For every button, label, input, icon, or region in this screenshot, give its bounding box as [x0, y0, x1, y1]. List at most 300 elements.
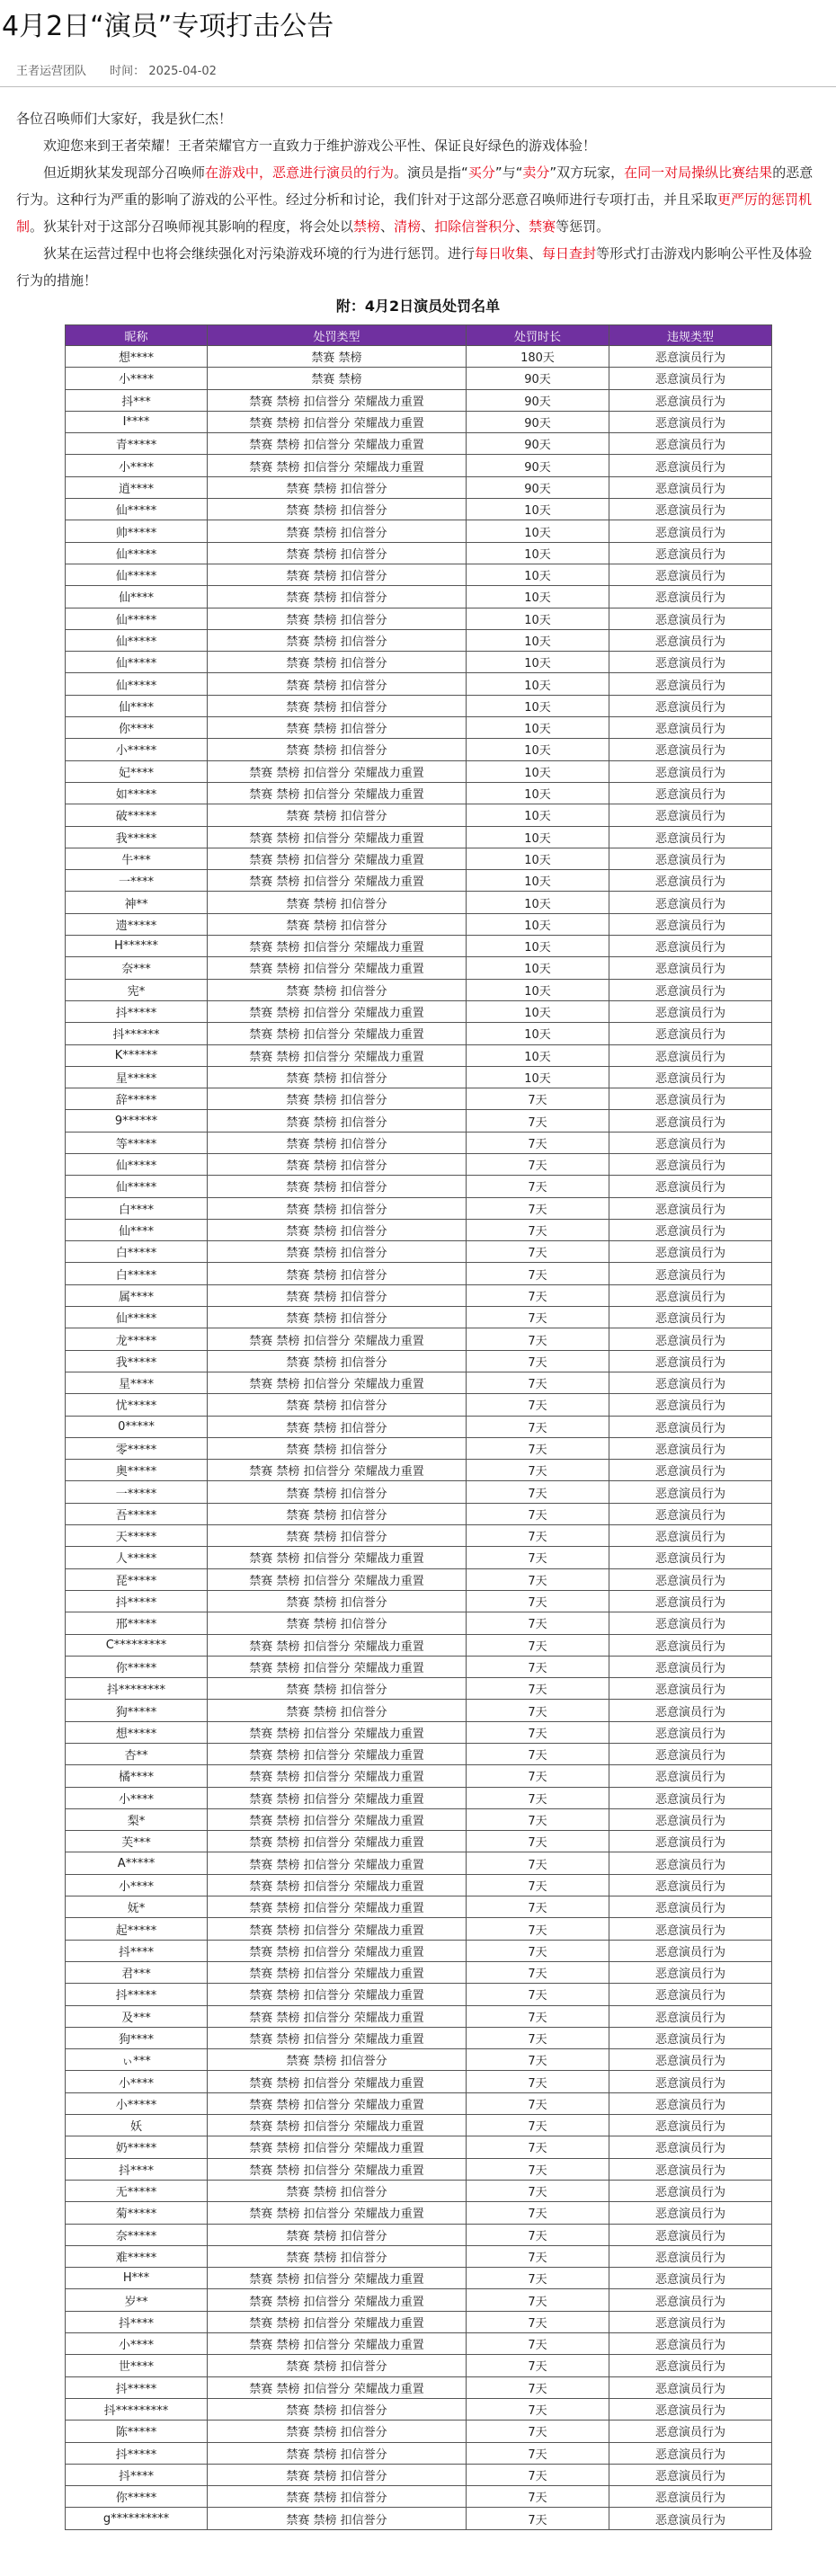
cell-duration: 10天: [467, 936, 609, 957]
cell-penalty-type: 禁赛 禁榜 扣信誉分 荣耀战力重置: [208, 1372, 467, 1393]
cell-violation: 恶意演员行为: [609, 2486, 772, 2508]
cell-nickname: 仙*****: [66, 1176, 208, 1197]
cell-violation: 恶意演员行为: [609, 2005, 772, 2027]
cell-violation: 恶意演员行为: [609, 1481, 772, 1503]
table-row: [66, 1176, 772, 1197]
cell-nickname: 帅*****: [66, 520, 208, 542]
cell-duration: 7天: [467, 1984, 609, 2005]
highlight-text: 扣除信誉积分: [434, 218, 516, 235]
table-row: [66, 892, 772, 913]
cell-penalty-type: 禁赛 禁榜 扣信誉分: [208, 1197, 467, 1219]
cell-violation: 恶意演员行为: [609, 2071, 772, 2092]
cell-penalty-type: 禁赛 禁榜 扣信誉分 荣耀战力重置: [208, 957, 467, 979]
cell-duration: 7天: [467, 1263, 609, 1284]
cell-duration: 10天: [467, 1066, 609, 1088]
cell-violation: 恶意演员行为: [609, 826, 772, 848]
cell-duration: 10天: [467, 1023, 609, 1044]
cell-violation: 恶意演员行为: [609, 1132, 772, 1153]
cell-penalty-type: 禁赛 禁榜 扣信誉分: [208, 1284, 467, 1306]
cell-violation: 恶意演员行为: [609, 870, 772, 892]
table-row: [66, 739, 772, 760]
text-segment: 等惩罚。: [556, 218, 610, 235]
text-segment: ”与“: [494, 164, 523, 181]
cell-nickname: A*****: [66, 1852, 208, 1874]
text-segment: ”双方玩家，: [549, 164, 625, 181]
cell-duration: 10天: [467, 1000, 609, 1022]
table-row: [66, 2202, 772, 2224]
cell-penalty-type: 禁赛 禁榜 扣信誉分 荣耀战力重置: [208, 2311, 467, 2332]
cell-duration: 10天: [467, 760, 609, 782]
table-row: [66, 2245, 772, 2267]
cell-nickname: 零*****: [66, 1437, 208, 1459]
cell-penalty-type: 禁赛 禁榜 扣信誉分: [208, 1241, 467, 1263]
cell-violation: 恶意演员行为: [609, 848, 772, 869]
cell-penalty-type: 禁赛 禁榜 扣信誉分: [208, 1503, 467, 1524]
cell-penalty-type: 禁赛 禁榜 扣信誉分: [208, 1132, 467, 1153]
cell-violation: 恶意演员行为: [609, 1394, 772, 1416]
cell-nickname: 仙*****: [66, 542, 208, 564]
cell-violation: 恶意演员行为: [609, 1918, 772, 1940]
table-row: [66, 1590, 772, 1612]
table-row: [66, 826, 772, 848]
cell-penalty-type: 禁赛 禁榜 扣信誉分: [208, 673, 467, 695]
table-row: [66, 2486, 772, 2508]
cell-nickname: 神**: [66, 892, 208, 913]
cell-duration: 7天: [467, 1787, 609, 1808]
table-row: [66, 476, 772, 498]
text-segment: 等形式打击游戏内影响公平性及体验行为的措施！: [16, 245, 813, 289]
cell-penalty-type: 禁赛 禁榜 扣信誉分: [208, 629, 467, 651]
cell-duration: 180天: [467, 346, 609, 368]
cell-penalty-type: 禁赛 禁榜 扣信誉分: [208, 499, 467, 520]
table-row: [66, 957, 772, 979]
table-row: [66, 2115, 772, 2136]
cell-penalty-type: 禁赛 禁榜 扣信誉分: [208, 1525, 467, 1547]
table-row: [66, 1307, 772, 1328]
cell-violation: 恶意演员行为: [609, 1219, 772, 1240]
table-row: [66, 608, 772, 629]
cell-penalty-type: 禁赛 禁榜 扣信誉分 荣耀战力重置: [208, 2005, 467, 2027]
cell-violation: 恶意演员行为: [609, 957, 772, 979]
table-row: [66, 1110, 772, 1132]
cell-penalty-type: 禁赛 禁榜 扣信誉分: [208, 695, 467, 716]
cell-penalty-type: 禁赛 禁榜 扣信誉分: [208, 1700, 467, 1721]
cell-duration: 7天: [467, 2333, 609, 2355]
cell-penalty-type: 禁赛 禁榜 扣信誉分 荣耀战力重置: [208, 936, 467, 957]
table-row: [66, 1460, 772, 1481]
cell-violation: 恶意演员行为: [609, 1372, 772, 1393]
table-row: [66, 1896, 772, 1918]
cell-violation: 恶意演员行为: [609, 1831, 772, 1852]
cell-violation: 恶意演员行为: [609, 1808, 772, 1830]
cell-violation: 恶意演员行为: [609, 1110, 772, 1132]
cell-nickname: H***: [66, 2268, 208, 2289]
cell-duration: 7天: [467, 1547, 609, 1568]
cell-duration: 7天: [467, 2005, 609, 2027]
cell-duration: 7天: [467, 2136, 609, 2158]
cell-violation: 恶意演员行为: [609, 673, 772, 695]
cell-penalty-type: 禁赛 禁榜 扣信誉分: [208, 892, 467, 913]
cell-duration: 7天: [467, 1176, 609, 1197]
cell-violation: 恶意演员行为: [609, 411, 772, 432]
cell-duration: 7天: [467, 1634, 609, 1656]
cell-duration: 7天: [467, 2355, 609, 2376]
cell-nickname: 小****: [66, 2333, 208, 2355]
cell-violation: 恶意演员行为: [609, 892, 772, 913]
table-header-row: [66, 325, 772, 346]
cell-nickname: 仙****: [66, 1219, 208, 1240]
cell-nickname: 抖****: [66, 1940, 208, 1961]
cell-violation: 恶意演员行为: [609, 1744, 772, 1765]
cell-penalty-type: 禁赛 禁榜 扣信誉分 荣耀战力重置: [208, 2202, 467, 2224]
table-row: [66, 1831, 772, 1852]
table-row: [66, 1961, 772, 1983]
cell-duration: 90天: [467, 411, 609, 432]
cell-nickname: 琵*****: [66, 1568, 208, 1590]
table-row: [66, 1350, 772, 1372]
cell-nickname: 青*****: [66, 433, 208, 455]
cell-penalty-type: 禁赛 禁榜 扣信誉分 荣耀战力重置: [208, 1831, 467, 1852]
highlight-text: 禁赛: [529, 218, 556, 235]
cell-penalty-type: 禁赛 禁榜 扣信誉分 荣耀战力重置: [208, 1940, 467, 1961]
cell-penalty-type: 禁赛 禁榜 扣信誉分 荣耀战力重置: [208, 411, 467, 432]
text-segment: 的恶意行为。这种行为严重的影响了游戏的公平性。经过分析和讨论，我们针对于这部分恶意召唤师进行专项打击，并且采取: [16, 164, 814, 208]
cell-nickname: 人*****: [66, 1547, 208, 1568]
cell-duration: 10天: [467, 608, 609, 629]
cell-penalty-type: 禁赛 禁榜 扣信誉分: [208, 804, 467, 826]
cell-duration: 10天: [467, 892, 609, 913]
cell-nickname: 奈***: [66, 957, 208, 979]
cell-nickname: 仙*****: [66, 608, 208, 629]
cell-penalty-type: 禁赛 禁榜 扣信誉分: [208, 717, 467, 739]
cell-violation: 恶意演员行为: [609, 2289, 772, 2311]
table-row: [66, 1263, 772, 1284]
table-row: [66, 1481, 772, 1503]
table-row: [66, 695, 772, 716]
cell-duration: 7天: [467, 2027, 609, 2048]
cell-penalty-type: 禁赛 禁榜 扣信誉分 荣耀战力重置: [208, 848, 467, 869]
table-row: [66, 870, 772, 892]
cell-nickname: 仙*****: [66, 629, 208, 651]
cell-penalty-type: 禁赛 禁榜 扣信誉分: [208, 476, 467, 498]
cell-duration: 7天: [467, 1241, 609, 1263]
cell-duration: 7天: [467, 2202, 609, 2224]
cell-violation: 恶意演员行为: [609, 2180, 772, 2201]
table-row: [66, 1066, 772, 1088]
cell-penalty-type: 禁赛 禁榜 扣信誉分 荣耀战力重置: [208, 1044, 467, 1066]
cell-violation: 恶意演员行为: [609, 652, 772, 673]
cell-duration: 7天: [467, 1350, 609, 1372]
table-row: [66, 629, 772, 651]
table-row: [66, 652, 772, 673]
cell-violation: 恶意演员行为: [609, 2376, 772, 2398]
cell-penalty-type: 禁赛 禁榜 扣信誉分: [208, 1437, 467, 1459]
highlight-text: 每日查封: [542, 245, 597, 262]
cell-violation: 恶意演员行为: [609, 979, 772, 1000]
table-row: [66, 2464, 772, 2485]
table-row: [66, 1918, 772, 1940]
cell-nickname: 邢*****: [66, 1612, 208, 1634]
table-row: [66, 1787, 772, 1808]
measures-paragraph: [16, 240, 821, 294]
cell-penalty-type: 禁赛 禁榜 扣信誉分 荣耀战力重置: [208, 782, 467, 804]
cell-violation: 恶意演员行为: [609, 499, 772, 520]
cell-duration: 7天: [467, 1219, 609, 1240]
cell-nickname: 仙*****: [66, 652, 208, 673]
cell-duration: 7天: [467, 1896, 609, 1918]
cell-nickname: 梨*: [66, 1808, 208, 1830]
text-segment: 。狄某针对于这部分召唤师视其影响的程度，将会处以: [30, 218, 354, 235]
cell-duration: 90天: [467, 389, 609, 411]
table-row: [66, 1874, 772, 1896]
cell-violation: 恶意演员行为: [609, 2333, 772, 2355]
cell-penalty-type: 禁赛 禁榜 扣信誉分: [208, 2224, 467, 2245]
cell-penalty-type: 禁赛 禁榜 扣信誉分: [208, 2398, 467, 2420]
cell-duration: 7天: [467, 1721, 609, 1743]
cell-nickname: 白*****: [66, 1241, 208, 1263]
cell-penalty-type: 禁赛 禁榜 扣信誉分: [208, 608, 467, 629]
cell-violation: 恶意演员行为: [609, 717, 772, 739]
cell-violation: 恶意演员行为: [609, 1153, 772, 1175]
cell-violation: 恶意演员行为: [609, 1284, 772, 1306]
cell-nickname: 君***: [66, 1961, 208, 1983]
cell-penalty-type: 禁赛 禁榜 扣信誉分 荣耀战力重置: [208, 826, 467, 848]
cell-duration: 7天: [467, 1372, 609, 1393]
cell-penalty-type: 禁赛 禁榜 扣信誉分 荣耀战力重置: [208, 389, 467, 411]
cell-violation: 恶意演员行为: [609, 1350, 772, 1372]
table-row: [66, 2092, 772, 2114]
cell-violation: 恶意演员行为: [609, 2311, 772, 2332]
cell-duration: 7天: [467, 1961, 609, 1983]
cell-nickname: I****: [66, 411, 208, 432]
cell-penalty-type: 禁赛 禁榜 扣信誉分: [208, 2245, 467, 2267]
cell-violation: 恶意演员行为: [609, 1328, 772, 1350]
cell-duration: 10天: [467, 717, 609, 739]
cell-nickname: 陈*****: [66, 2421, 208, 2442]
cell-duration: 7天: [467, 2289, 609, 2311]
cell-duration: 7天: [467, 2508, 609, 2529]
cell-penalty-type: 禁赛 禁榜 扣信誉分: [208, 1394, 467, 1416]
cell-nickname: 奈*****: [66, 2224, 208, 2245]
cell-violation: 恶意演员行为: [609, 804, 772, 826]
cell-nickname: 奥*****: [66, 1460, 208, 1481]
cell-nickname: 遗*****: [66, 913, 208, 935]
cell-nickname: 小****: [66, 455, 208, 476]
cell-violation: 恶意演员行为: [609, 1656, 772, 1677]
cell-violation: 恶意演员行为: [609, 2027, 772, 2048]
cell-nickname: 妖: [66, 2115, 208, 2136]
cell-nickname: 抖*****: [66, 1000, 208, 1022]
cell-violation: 恶意演员行为: [609, 1896, 772, 1918]
cell-violation: 恶意演员行为: [609, 1416, 772, 1437]
column-header-penalty-type: 处罚类型: [208, 325, 467, 346]
cell-nickname: 抖******: [66, 1023, 208, 1044]
cell-nickname: 妃****: [66, 760, 208, 782]
cell-nickname: 想****: [66, 346, 208, 368]
cell-duration: 7天: [467, 1940, 609, 1961]
cell-duration: 7天: [467, 2115, 609, 2136]
cell-nickname: 逍****: [66, 476, 208, 498]
cell-violation: 恶意演员行为: [609, 1547, 772, 1568]
cell-duration: 7天: [467, 1153, 609, 1175]
table-row: [66, 1372, 772, 1393]
cell-nickname: 仙****: [66, 586, 208, 608]
cell-nickname: 辞*****: [66, 1088, 208, 1110]
table-row: [66, 2421, 772, 2442]
table-row: [66, 848, 772, 869]
highlight-text: 在游戏中，恶意进行演员的行为: [205, 164, 395, 181]
cell-duration: 7天: [467, 2224, 609, 2245]
cell-penalty-type: 禁赛 禁榜 扣信誉分: [208, 2355, 467, 2376]
cell-duration: 7天: [467, 1481, 609, 1503]
cell-nickname: 杏**: [66, 1744, 208, 1765]
cell-penalty-type: 禁赛 禁榜 扣信誉分 荣耀战力重置: [208, 1744, 467, 1765]
cell-nickname: 菊*****: [66, 2202, 208, 2224]
cell-nickname: 芙***: [66, 1831, 208, 1852]
table-row: [66, 913, 772, 935]
cell-penalty-type: 禁赛 禁榜 扣信誉分: [208, 2049, 467, 2071]
cell-duration: 7天: [467, 1394, 609, 1416]
cell-penalty-type: 禁赛 禁榜 扣信誉分: [208, 739, 467, 760]
cell-duration: 7天: [467, 2421, 609, 2442]
cell-duration: 90天: [467, 433, 609, 455]
cell-nickname: 抖********: [66, 1678, 208, 1700]
cell-duration: 7天: [467, 1808, 609, 1830]
cell-nickname: 星****: [66, 1372, 208, 1393]
cell-violation: 恶意演员行为: [609, 760, 772, 782]
cell-penalty-type: 禁赛 禁榜 扣信誉分 荣耀战力重置: [208, 1460, 467, 1481]
cell-duration: 7天: [467, 1197, 609, 1219]
cell-penalty-type: 禁赛 禁榜 扣信誉分 荣耀战力重置: [208, 1328, 467, 1350]
cell-violation: 恶意演员行为: [609, 2464, 772, 2485]
cell-nickname: 抖****: [66, 2158, 208, 2180]
table-row: [66, 2180, 772, 2201]
cell-penalty-type: 禁赛 禁榜 扣信誉分: [208, 1263, 467, 1284]
cell-duration: 10天: [467, 782, 609, 804]
table-row: [66, 1612, 772, 1634]
cell-penalty-type: 禁赛 禁榜 扣信誉分: [208, 2180, 467, 2201]
cell-nickname: 你*****: [66, 1656, 208, 1677]
text-segment: 、: [421, 218, 435, 235]
cell-penalty-type: 禁赛 禁榜 扣信誉分 荣耀战力重置: [208, 1023, 467, 1044]
cell-violation: 恶意演员行为: [609, 1634, 772, 1656]
table-row: [66, 1634, 772, 1656]
cell-nickname: 属****: [66, 1284, 208, 1306]
announcement-paragraph: [16, 159, 821, 240]
table-row: [66, 520, 772, 542]
table-row: [66, 979, 772, 1000]
cell-penalty-type: 禁赛 禁榜 扣信誉分 荣耀战力重置: [208, 760, 467, 782]
table-row: [66, 1416, 772, 1437]
cell-nickname: 吾*****: [66, 1503, 208, 1524]
cell-nickname: 白****: [66, 1197, 208, 1219]
cell-duration: 7天: [467, 2398, 609, 2420]
cell-duration: 10天: [467, 586, 609, 608]
cell-penalty-type: 禁赛 禁榜 扣信誉分 荣耀战力重置: [208, 2333, 467, 2355]
highlight-text: 更严厉的惩罚机制: [16, 191, 813, 235]
cell-duration: 7天: [467, 1612, 609, 1634]
cell-nickname: 起*****: [66, 1918, 208, 1940]
greeting-paragraph: 各位召唤师们大家好，我是狄仁杰！: [16, 111, 233, 127]
cell-duration: 7天: [467, 1656, 609, 1677]
cell-duration: 7天: [467, 1088, 609, 1110]
cell-penalty-type: 禁赛 禁榜 扣信誉分: [208, 1590, 467, 1612]
cell-nickname: 仙*****: [66, 499, 208, 520]
cell-violation: 恶意演员行为: [609, 2115, 772, 2136]
highlight-text: 禁榜: [353, 218, 381, 235]
cell-duration: 10天: [467, 673, 609, 695]
cell-nickname: 及***: [66, 2005, 208, 2027]
text-segment: 。演员是指“: [394, 164, 468, 181]
cell-duration: 7天: [467, 1831, 609, 1852]
cell-nickname: 破*****: [66, 804, 208, 826]
cell-violation: 恶意演员行为: [609, 913, 772, 935]
cell-violation: 恶意演员行为: [609, 608, 772, 629]
cell-violation: 恶意演员行为: [609, 1852, 772, 1874]
cell-duration: 7天: [467, 1328, 609, 1350]
cell-penalty-type: 禁赛 禁榜 扣信誉分: [208, 1153, 467, 1175]
cell-nickname: 0*****: [66, 1416, 208, 1437]
cell-penalty-type: 禁赛 禁榜 扣信誉分: [208, 2486, 467, 2508]
cell-nickname: 9******: [66, 1110, 208, 1132]
cell-nickname: 龙*****: [66, 1328, 208, 1350]
cell-nickname: C*********: [66, 1634, 208, 1656]
cell-penalty-type: 禁赛 禁榜 扣信誉分 荣耀战力重置: [208, 1852, 467, 1874]
cell-duration: 7天: [467, 1110, 609, 1132]
table-row: [66, 2289, 772, 2311]
cell-violation: 恶意演员行为: [609, 782, 772, 804]
cell-nickname: 仙*****: [66, 564, 208, 585]
cell-penalty-type: 禁赛 禁榜 扣信誉分 荣耀战力重置: [208, 1000, 467, 1022]
cell-duration: 10天: [467, 804, 609, 826]
cell-nickname: 忧*****: [66, 1394, 208, 1416]
cell-penalty-type: 禁赛 禁榜 扣信誉分: [208, 2464, 467, 2485]
table-row: [66, 1088, 772, 1110]
cell-penalty-type: 禁赛 禁榜 扣信誉分 荣耀战力重置: [208, 2071, 467, 2092]
cell-duration: 7天: [467, 2486, 609, 2508]
cell-nickname: 橘****: [66, 1765, 208, 1787]
table-row: [66, 1568, 772, 1590]
text-segment: 、: [380, 218, 395, 235]
cell-duration: 7天: [467, 1874, 609, 1896]
table-row: [66, 673, 772, 695]
table-row: [66, 1656, 772, 1677]
cell-penalty-type: 禁赛 禁榜 扣信誉分 荣耀战力重置: [208, 1787, 467, 1808]
cell-penalty-type: 禁赛 禁榜: [208, 368, 467, 389]
cell-duration: 10天: [467, 826, 609, 848]
table-row: [66, 1984, 772, 2005]
cell-duration: 7天: [467, 1568, 609, 1590]
cell-duration: 90天: [467, 455, 609, 476]
cell-violation: 恶意演员行为: [609, 1066, 772, 1088]
cell-violation: 恶意演员行为: [609, 2268, 772, 2289]
cell-duration: 10天: [467, 652, 609, 673]
table-row: [66, 564, 772, 585]
cell-duration: 10天: [467, 913, 609, 935]
cell-violation: 恶意演员行为: [609, 1612, 772, 1634]
cell-penalty-type: 禁赛 禁榜 扣信誉分 荣耀战力重置: [208, 2289, 467, 2311]
cell-violation: 恶意演员行为: [609, 1044, 772, 1066]
cell-nickname: 你****: [66, 717, 208, 739]
cell-violation: 恶意演员行为: [609, 346, 772, 368]
cell-violation: 恶意演员行为: [609, 586, 772, 608]
cell-penalty-type: 禁赛 禁榜 扣信誉分 荣耀战力重置: [208, 1656, 467, 1677]
cell-penalty-type: 禁赛 禁榜 扣信誉分: [208, 564, 467, 585]
cell-penalty-type: 禁赛 禁榜 扣信誉分: [208, 1350, 467, 1372]
table-row: [66, 2005, 772, 2027]
cell-penalty-type: 禁赛 禁榜 扣信誉分: [208, 913, 467, 935]
cell-violation: 恶意演员行为: [609, 1263, 772, 1284]
